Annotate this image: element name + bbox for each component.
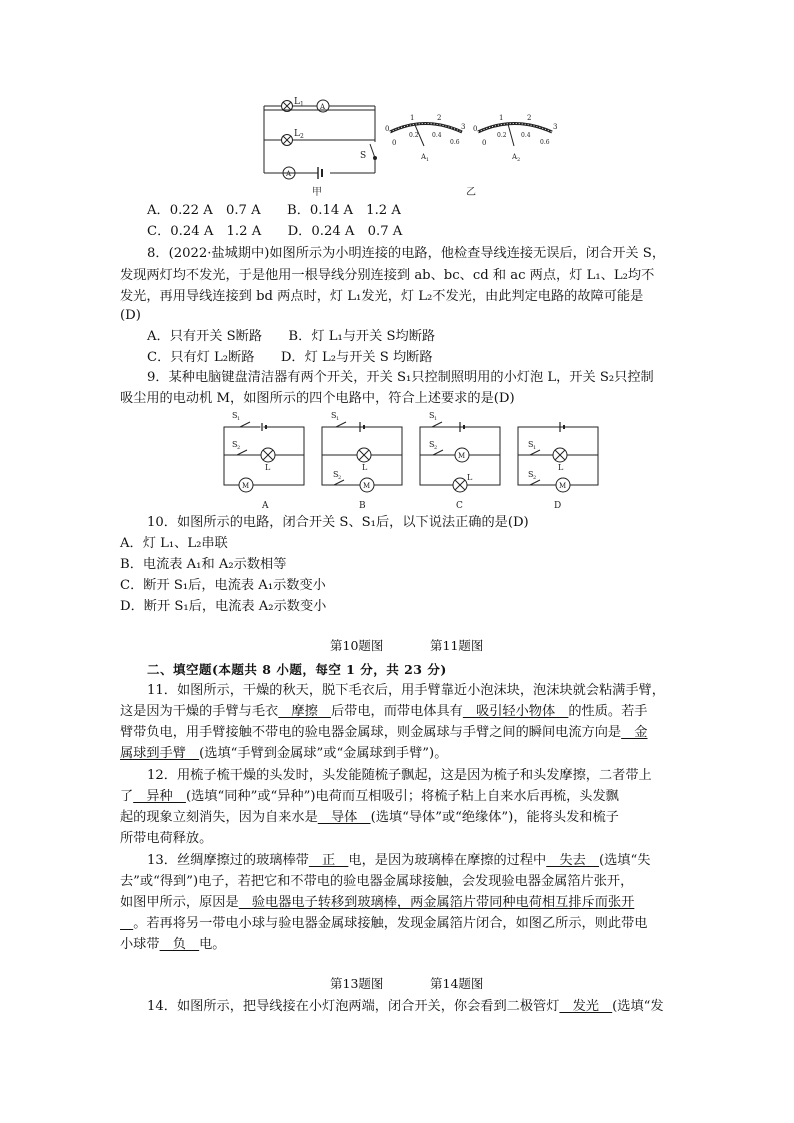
svg-text:0.6: 0.6 — [450, 139, 460, 146]
q13-line2: 去”或“得到”)电子，若把它和不带电的验电器金属球接触，会发现验电器金属箔片张开， — [120, 874, 634, 889]
svg-text:A: A — [262, 501, 269, 511]
figure-q7 — [0, 0, 794, 200]
circuit-b — [322, 422, 402, 492]
q14-line1: 14．如图所示，把导线接在小灯泡两端，闭合开关，你会看到二极管灯 发光 (选填“发 — [147, 999, 664, 1014]
q13-answer-1: 正 — [308, 853, 349, 868]
svg-text:2: 2 — [527, 114, 532, 122]
svg-text:1: 1 — [533, 445, 537, 451]
svg-text:2: 2 — [237, 445, 241, 451]
caption-q13: 第13题图 — [330, 976, 384, 991]
svg-text:M: M — [559, 482, 567, 490]
svg-text:0.4: 0.4 — [432, 132, 442, 139]
q11-line1: 11．如图所示，干燥的秋天，脱下毛衣后，用手臂靠近小泡沫块，泡沫块就会粘满手臂， — [147, 683, 665, 698]
q8-line1: 8．(2022·盐城期中)如图所示为小明连接的电路，他检查导线连接无误后，闭合开关 S， — [147, 246, 666, 261]
svg-text:S: S — [429, 411, 435, 420]
svg-text:甲: 甲 — [312, 187, 322, 198]
q10-option-b: B．电流表 A₁和 A₂示数相等 — [120, 557, 287, 572]
svg-text:A: A — [512, 153, 518, 161]
svg-text:S: S — [232, 411, 238, 420]
svg-text:L: L — [294, 97, 300, 107]
q7-options-cd: C．0.24 A 1.2 A D．0.24 A 0.7 A — [147, 224, 403, 239]
ammeter-dial-a2 — [473, 114, 557, 163]
q10-option-c: C．断开 S₁后，电流表 A₁示数变小 — [120, 578, 326, 593]
q13-line1: 13．丝绸摩擦过的玻璃棒带 正 电，是因为玻璃棒在摩擦的过程中 失去 (选填“失 — [147, 853, 651, 868]
caption-q14: 第14题图 — [430, 976, 484, 991]
q11-answer-3b: 属球到手臂 — [120, 746, 200, 761]
svg-text:1: 1 — [426, 157, 430, 163]
q12-line4: 所带电荷释放。 — [120, 831, 213, 846]
q12-answer-2: 导体 — [317, 810, 371, 825]
q12-line2: 了 异种 (选填“同种”或“异种”)电荷而互相吸引；将梳子粘上自来水后再梳，头发飘 — [120, 789, 619, 804]
svg-text:2: 2 — [434, 445, 438, 451]
q13-line3: 如图甲所示，原因是 验电器电子转移到玻璃棒，两金属箔片带同种电荷相互排斥而张开 — [120, 895, 635, 910]
q8-options-ab: A．只有开关 S断路 B．灯 L₁与开关 S均断路 — [147, 329, 436, 344]
q11-line2: 这是因为干燥的手臂与毛衣 摩擦 后带电，而带电体具有 吸引轻小物体 的性质。若手 — [120, 704, 648, 719]
q9-line2: 吸尘用的电动机 M，如图所示的四个电路中，符合上述要求的是(D) — [120, 391, 515, 406]
svg-text:A: A — [320, 103, 326, 111]
q11-line3: 臂带负电，用手臂接触不带电的验电器金属球，则金属球与手臂之间的瞬间电流方向是 金 — [120, 725, 648, 740]
svg-text:M: M — [363, 482, 371, 490]
svg-text:1: 1 — [300, 101, 304, 108]
q7-options-ab: A．0.22 A 0.7 A B．0.14 A 1.2 A — [147, 203, 401, 218]
q13-line4: 。若再将另一带电小球与验电器金属球接触，发现金属箔片闭合，如图乙所示，则此带电 — [120, 914, 648, 934]
svg-text:0: 0 — [482, 139, 487, 147]
svg-text:S: S — [333, 470, 339, 479]
svg-text:0: 0 — [392, 139, 397, 147]
svg-text:2: 2 — [533, 475, 537, 481]
svg-text:0: 0 — [385, 125, 390, 133]
q13-answer-4: 负 — [159, 937, 200, 952]
figure-q9-circuits — [0, 405, 794, 515]
caption-q10: 第10题图 — [330, 638, 384, 653]
q13-answer-3a: 验电器电子转移到玻璃棒，两金属箔片带同种电荷相互排斥而张开 — [238, 895, 635, 910]
svg-text:L: L — [362, 463, 368, 472]
svg-text:3: 3 — [553, 123, 558, 131]
q13-answer-2: 失去 — [546, 853, 599, 868]
svg-text:2: 2 — [437, 114, 442, 122]
q13-line5: 小球带 负 电。 — [120, 937, 226, 952]
q9-line1: 9．某种电脑键盘清洁器有两个开关，开关 S₁只控制照明用的小灯泡 L，开关 S₂只控制 — [147, 370, 654, 385]
svg-text:S: S — [429, 440, 435, 449]
svg-text:M: M — [242, 482, 250, 490]
svg-text:S: S — [528, 470, 534, 479]
svg-text:A: A — [421, 153, 427, 161]
svg-text:D: D — [554, 501, 562, 511]
svg-text:0.6: 0.6 — [540, 139, 550, 146]
svg-text:0: 0 — [473, 125, 478, 133]
svg-text:0.2: 0.2 — [497, 132, 507, 139]
svg-text:1: 1 — [336, 416, 340, 422]
svg-text:L: L — [558, 463, 564, 472]
svg-text:1: 1 — [410, 114, 415, 122]
svg-text:S: S — [360, 151, 367, 161]
svg-text:3: 3 — [461, 123, 466, 131]
svg-text:2: 2 — [300, 133, 304, 140]
svg-text:A: A — [286, 170, 292, 178]
q12-line1: 12．用梳子梳干燥的头发时，头发能随梳子飘起，这是因为梳子和头发摩擦，二者带上 — [147, 768, 652, 783]
svg-text:0.4: 0.4 — [521, 132, 531, 139]
q14-answer-1: 发光 — [559, 999, 613, 1014]
svg-text:M: M — [458, 452, 466, 460]
circuit-d — [518, 422, 598, 492]
q12-line3: 起的现象立刻消失，因为自来水是 导体 (选填“导体”或“绝缘体”)，能将头发和梳子 — [120, 810, 619, 825]
q11-answer-3a: 金 — [621, 725, 648, 740]
svg-text:2: 2 — [338, 475, 342, 481]
svg-text:0.2: 0.2 — [409, 132, 419, 139]
svg-text:L: L — [265, 463, 271, 472]
caption-q11: 第11题图 — [430, 638, 484, 653]
q11-answer-2: 吸引轻小物体 — [462, 704, 569, 719]
q8-line2: 发现两灯均不发光，于是他用一根导线分别连接到 ab、bc、cd 和 ac 两点，灯 L₁、L₂均不 — [120, 268, 655, 283]
svg-text:乙: 乙 — [466, 187, 476, 198]
circuit-jia — [264, 100, 377, 179]
circuit-a — [224, 421, 304, 492]
q10-option-a: A．灯 L₁、L₂串联 — [120, 536, 228, 551]
svg-text:1: 1 — [237, 416, 241, 422]
q10-line1: 10．如图所示的电路，闭合开关 S、S₁后，以下说法正确的是(D) — [147, 515, 529, 530]
svg-text:B: B — [359, 501, 366, 511]
q8-options-cd: C．只有灯 L₂断路 D．灯 L₂与开关 S 均断路 — [147, 350, 433, 365]
q11-line4: 属球到手臂 (选填“手臂到金属球”或“金属球到手臂”)。 — [120, 746, 448, 761]
q10-option-d: D．断开 S₁后，电流表 A₂示数变小 — [120, 599, 327, 614]
svg-text:1: 1 — [499, 114, 504, 122]
svg-text:L: L — [294, 129, 300, 139]
svg-text:2: 2 — [517, 157, 521, 163]
q11-answer-1: 摩擦 — [278, 704, 331, 719]
q8-line3: 发光，再用导线连接到 bd 两点时，灯 L₁发光，灯 L₂不发光，由此判定电路的故障可能是 — [120, 289, 644, 304]
svg-text:L: L — [467, 473, 473, 482]
ammeter-dial-a1 — [385, 114, 465, 163]
svg-text:S: S — [528, 440, 534, 449]
q12-answer-1: 异种 — [133, 789, 186, 804]
q8-answer: (D) — [120, 308, 141, 323]
q13-answer-3b — [120, 916, 133, 931]
svg-text:C: C — [456, 501, 463, 511]
section-2-heading: 二、填空题(本题共 8 小题，每空 1 分，共 23 分) — [147, 662, 447, 677]
svg-text:S: S — [331, 411, 337, 420]
svg-text:S: S — [232, 440, 238, 449]
svg-text:1: 1 — [434, 416, 438, 422]
